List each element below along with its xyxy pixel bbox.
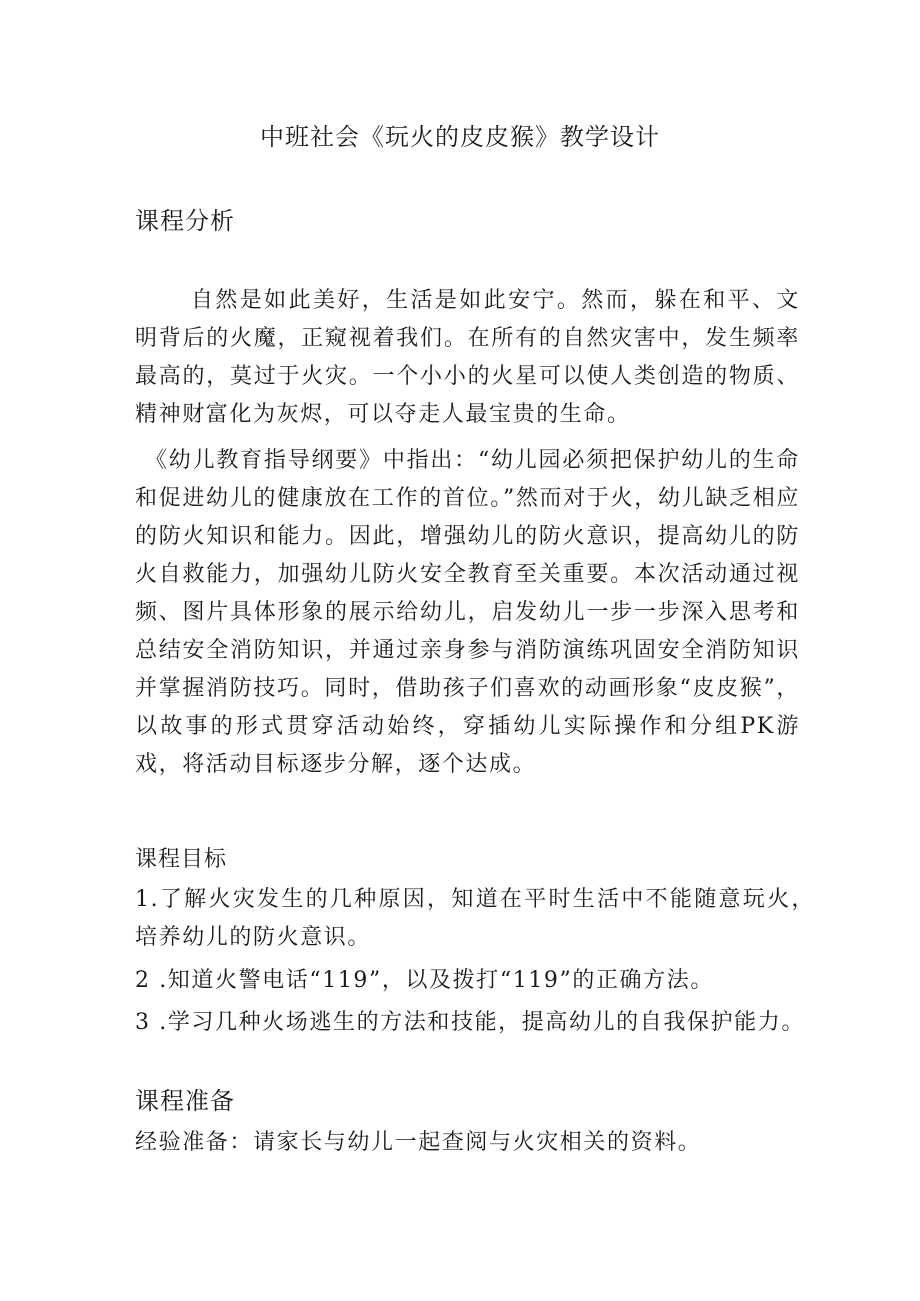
section-heading-analysis: 课程分析 <box>135 207 235 235</box>
section-heading-preparation: 课程准备 <box>135 1087 235 1115</box>
goal-item-3: 3 .学习几种火场逃生的方法和技能，提高幼儿的自我保护能力。 <box>135 1010 805 1035</box>
preparation-item-1: 经验准备：请家长与幼儿一起查阅与火灾相关的资料。 <box>135 1130 702 1155</box>
section-heading-goals: 课程目标 <box>135 847 228 872</box>
goal-item-2: 2 .知道火警电话“119”，以及拨打“119”的正确方法。 <box>135 968 714 993</box>
document-title: 中班社会《玩火的皮皮猴》教学设计 <box>260 123 660 151</box>
goal-item-1: 1.了解火灾发生的几种原因，知道在平时生活中不能随意玩火，培养幼儿的防火意识。 <box>135 887 815 950</box>
analysis-paragraph-2: 《幼儿教育指导纲要》中指出：“幼儿园必须把保护幼儿的生命和促进幼儿的健康放在工作的首位。”然而对于火，幼儿缺乏相应的防火知识和能力。因此，增强幼儿的防火意识，提高幼儿的防火自救能力，加强幼儿防火安全教育至关重要。本次活动通过视频、图片具体形象的展示给幼儿，启发幼儿一步一步深入思考和总结安全消防知识，并通过亲身参与消防演练巩固安全消防知识并掌握消防技巧。同时，借助孩子们喜欢的动画形象“皮皮猴”，以故事的形式贯穿活动始终，穿插幼儿实际操作和分组PK游戏，将活动目标逐步分解，逐个达成。 <box>135 448 800 777</box>
analysis-paragraph-1: 自然是如此美好，生活是如此安宁。然而，躲在和平、文明背后的火魔，正窥视着我们。在所有的自然灾害中，发生频率最高的，莫过于火灾。一个小小的火星可以使人类创造的物质、精神财富化为灰烬，可以夺走人最宝贵的生命。 <box>135 288 800 427</box>
